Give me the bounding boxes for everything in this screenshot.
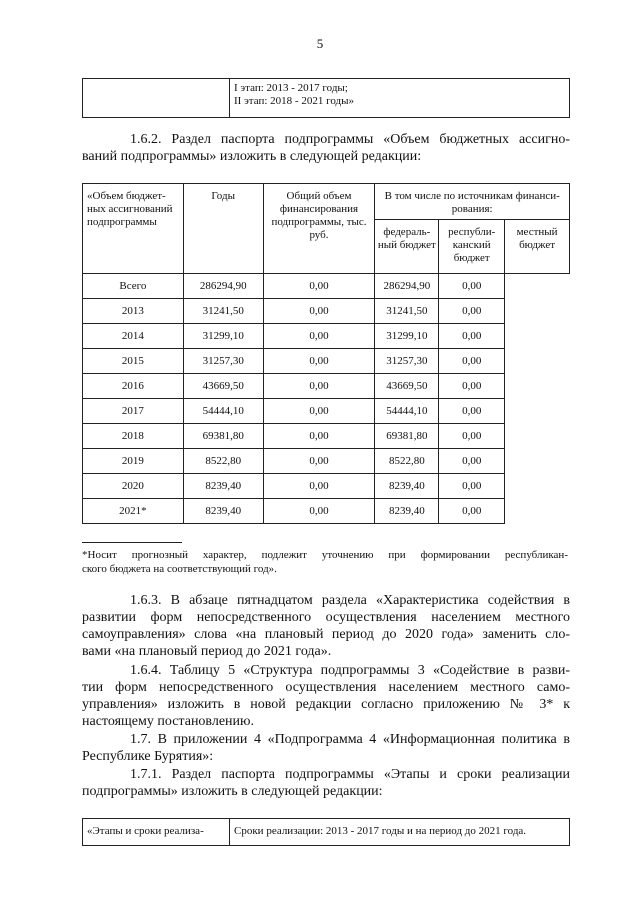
cell-republican: 8522,80 — [375, 449, 439, 474]
cell-republican: 43669,50 — [375, 374, 439, 399]
cell-local: 0,00 — [439, 299, 505, 324]
stages-label-cell — [83, 79, 230, 118]
cell-federal: 0,00 — [263, 424, 375, 449]
cell-year: 2015 — [83, 349, 184, 374]
cell-local: 0,00 — [439, 449, 505, 474]
cell-federal: 0,00 — [263, 299, 375, 324]
cell-total: 54444,10 — [183, 399, 263, 424]
cell-republican: 8239,40 — [375, 499, 439, 524]
table-row — [83, 424, 570, 449]
cell-republican: 8239,40 — [375, 474, 439, 499]
paragraph-1-6-3: 1.6.3. В абзаце пятнадцатом раздела «Характеристика содействия в развитии форм непосредственного осуществления населением местного самоуправления» слова «на плановый период до 2020 года» заменить сло- вами «на плановый период до 2021 года». — [82, 593, 570, 659]
header-years: Годы — [183, 184, 263, 274]
cell-year: 2014 — [83, 324, 184, 349]
cell-federal: 0,00 — [263, 499, 375, 524]
cell-total: 286294,90 — [183, 274, 263, 299]
cell-republican: 31257,30 — [375, 349, 439, 374]
budget-table — [82, 183, 570, 524]
cell-year: 2018 — [83, 424, 184, 449]
cell-total: 31241,50 — [183, 299, 263, 324]
cell-federal: 0,00 — [263, 274, 375, 299]
header-total: Общий объем финансирования подпрограммы, тыс. руб. — [263, 184, 375, 274]
cell-republican: 54444,10 — [375, 399, 439, 424]
cell-year: Всего — [83, 274, 184, 299]
cell-local: 0,00 — [439, 374, 505, 399]
cell-federal: 0,00 — [263, 399, 375, 424]
paragraph-1-6-4: 1.6.4. Таблицу 5 «Структура подпрограммы 3 «Содействие в разви- тии форм непосредственного осуществления населением местного само- управления» изложить в новой редакции согласно приложению № 3* к настоящему постановлению. — [82, 663, 570, 729]
cell-total: 31257,30 — [183, 349, 263, 374]
cell-year: 2016 — [83, 374, 184, 399]
header-federal: федераль- ный бюджет — [375, 220, 439, 274]
table-row — [83, 299, 570, 324]
cell-federal: 0,00 — [263, 374, 375, 399]
cell-local: 0,00 — [439, 324, 505, 349]
cell-total: 8239,40 — [183, 499, 263, 524]
cell-republican: 286294,90 — [375, 274, 439, 299]
cell-republican: 31299,10 — [375, 324, 439, 349]
footnote-divider — [82, 542, 182, 543]
paragraph-1-7: 1.7. В приложении 4 «Подпрограмма 4 «Информационная политика в Республике Бурятия»: — [82, 732, 570, 764]
paragraph-1-7-1: 1.7.1. Раздел паспорта подпрограммы «Этапы и сроки реализации подпрограммы» изложить в следующей редакции: — [82, 767, 570, 799]
stages-value-cell — [230, 79, 570, 118]
page-number: 5 — [316, 36, 324, 51]
header-republican: республи- канский бюджет — [439, 220, 505, 274]
cell-local: 0,00 — [439, 499, 505, 524]
cell-local: 0,00 — [439, 424, 505, 449]
cell-federal: 0,00 — [263, 324, 375, 349]
table-row — [83, 474, 570, 499]
cell-local: 0,00 — [439, 349, 505, 374]
header-sources: В том числе по источникам финанси- рования: — [375, 184, 570, 220]
table-row — [83, 449, 570, 474]
cell-year: 2019 — [83, 449, 184, 474]
terms-label: «Этапы и сроки реализа- — [83, 819, 230, 846]
table-row — [83, 374, 570, 399]
terms-value: Сроки реализации: 2013 - 2017 годы и на период до 2021 года. — [230, 819, 570, 846]
table-row — [83, 274, 570, 299]
cell-total: 8522,80 — [183, 449, 263, 474]
cell-year: 2020 — [83, 474, 184, 499]
cell-federal: 0,00 — [263, 449, 375, 474]
stage-1: I этап: 2013 - 2017 годы; — [234, 82, 348, 94]
cell-republican: 69381,80 — [375, 424, 439, 449]
cell-total: 43669,50 — [183, 374, 263, 399]
table-row — [83, 499, 570, 524]
cell-federal: 0,00 — [263, 349, 375, 374]
cell-year: 2013 — [83, 299, 184, 324]
cell-total: 69381,80 — [183, 424, 263, 449]
table-row — [83, 349, 570, 374]
table-row — [83, 399, 570, 424]
cell-local: 0,00 — [439, 274, 505, 299]
footnote: *Носит прогнозный характер, подлежит уточнению при формировании республикан- ского бюджета на соответствующий год». — [82, 549, 568, 575]
cell-local: 0,00 — [439, 474, 505, 499]
cell-year: 2017 — [83, 399, 184, 424]
cell-republican: 31241,50 — [375, 299, 439, 324]
terms-table — [82, 818, 570, 846]
cell-local: 0,00 — [439, 399, 505, 424]
cell-year: 2021* — [83, 499, 184, 524]
cell-federal: 0,00 — [263, 474, 375, 499]
header-local: местный бюджет — [505, 220, 570, 274]
stages-table — [82, 78, 570, 118]
paragraph-1-6-2: 1.6.2. Раздел паспорта подпрограммы «Объем бюджетных ассигно- ваний подпрограммы» изложить в следующей редакции: — [82, 132, 570, 164]
table-row — [83, 324, 570, 349]
stage-2: II этап: 2018 - 2021 годы» — [234, 95, 354, 107]
cell-total: 8239,40 — [183, 474, 263, 499]
budget-row-label: «Объем бюджет- ных ассигнований подпрограммы — [83, 184, 184, 274]
cell-total: 31299,10 — [183, 324, 263, 349]
